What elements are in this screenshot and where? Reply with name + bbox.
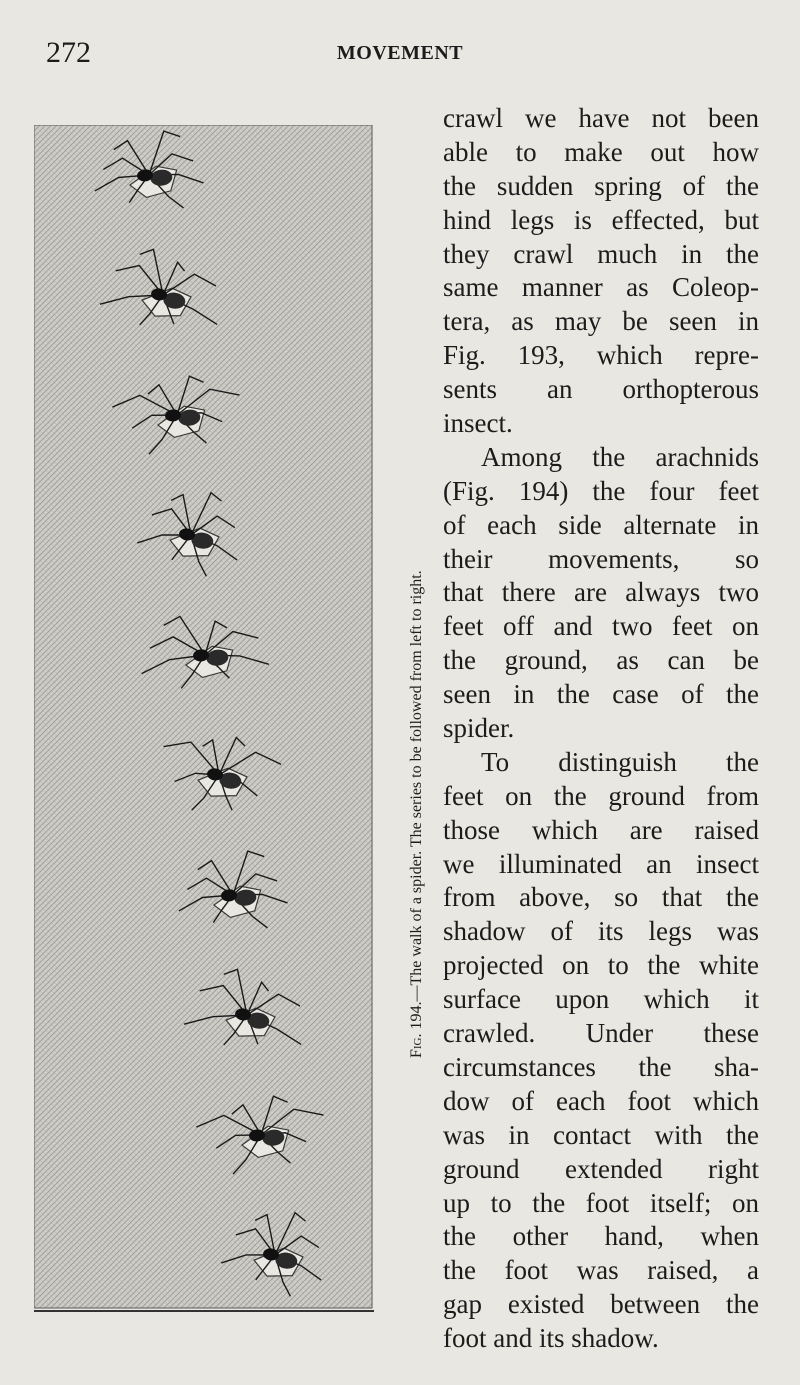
text-line: of each side alternate in: [443, 509, 759, 540]
text-line: feet off and two feet on: [443, 611, 759, 642]
text-line: was in contact with the: [443, 1119, 759, 1150]
text-line: surface upon which it: [443, 984, 759, 1015]
figure-caption: [408, 570, 426, 1058]
text-line: hind legs is effected, but: [443, 204, 759, 235]
text-line: crawl we have not been: [443, 103, 759, 133]
text-line: they crawl much in the: [443, 238, 759, 269]
text-line: To distinguish the: [481, 746, 759, 777]
text-line: circumstances the sha-: [443, 1051, 759, 1082]
text-line: feet on the ground from: [443, 780, 759, 811]
text-line: the foot was raised, a: [443, 1255, 759, 1286]
text-line: spider.: [443, 713, 515, 744]
text-line: tera, as may be seen in: [443, 306, 759, 337]
text-line: seen in the case of the: [443, 679, 759, 710]
figure-caption-text: —The walk of a spider. The series to be followed from left to right.: [408, 570, 425, 1002]
running-head: MOVEMENT: [336, 42, 464, 64]
spider-walk-illustration: [34, 125, 374, 1310]
text-line: crawled. Under these: [443, 1018, 759, 1049]
figure-label: Fig. 194.: [408, 1001, 425, 1058]
text-line: shadow of its legs was: [443, 916, 759, 947]
text-line: sents an orthopterous: [443, 374, 759, 405]
text-line: Fig. 193, which repre-: [443, 340, 759, 371]
text-line: projected on to the white: [443, 950, 759, 981]
text-line: gap existed between the: [443, 1289, 759, 1320]
text-line: ground extended right: [443, 1153, 759, 1184]
text-line: able to make out how: [443, 136, 759, 167]
text-line: insect.: [443, 408, 513, 439]
text-line: foot and its shadow.: [443, 1323, 659, 1354]
text-line: their movements, so: [443, 543, 759, 574]
text-line: up to the foot itself; on: [443, 1187, 759, 1218]
body-text: [443, 102, 759, 1356]
page-number: 272: [46, 36, 91, 69]
text-line: dow of each foot which: [443, 1085, 759, 1116]
text-line: (Fig. 194) the four feet: [443, 475, 759, 506]
text-line: the ground, as can be: [443, 645, 759, 676]
text-line: we illuminated an insect: [443, 848, 759, 879]
text-line: from above, so that the: [443, 882, 759, 913]
text-line: Among the arachnids: [481, 441, 759, 472]
text-line: that there are always two: [443, 577, 759, 608]
text-line: same manner as Coleop-: [443, 272, 759, 303]
text-line: those which are raised: [443, 814, 759, 845]
text-line: the sudden spring of the: [443, 170, 759, 201]
figure-194: [34, 125, 374, 1312]
text-line: the other hand, when: [443, 1221, 759, 1252]
